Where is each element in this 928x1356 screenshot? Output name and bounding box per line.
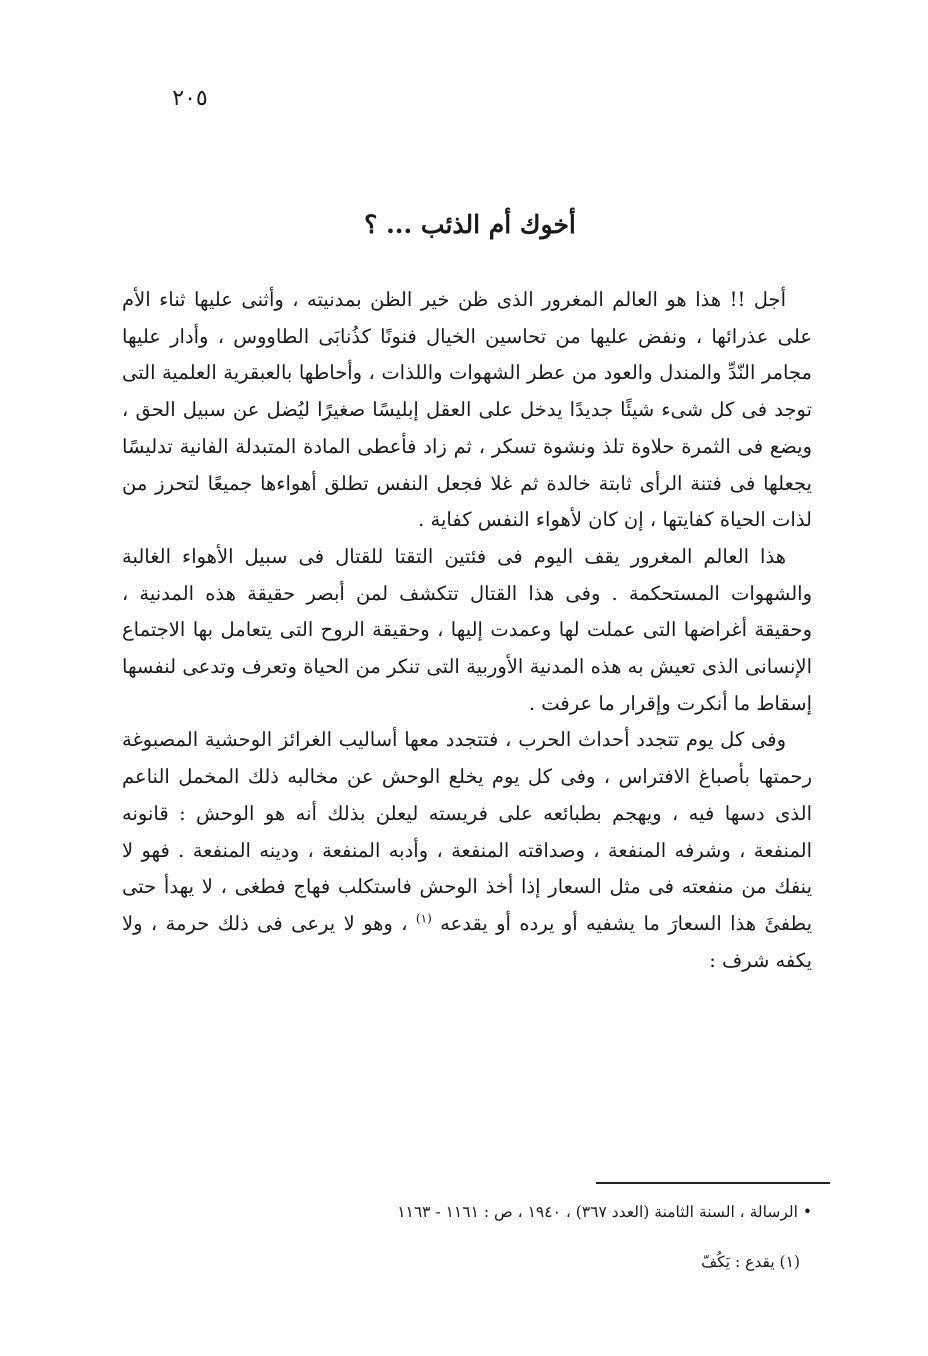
footnote-divider (596, 1182, 830, 1184)
paragraph-3-tail: ، وهو لا يرعى فى ذلك حرمة ، ولا يكفه شرف : (122, 911, 812, 972)
source-note: • الرسالة ، السنة الثامنة (العدد ٣٦٧) ، ١٩٤٠ ، ص : ١١٦١ - ١١٦٣ (397, 1203, 812, 1221)
footnote-reference: (١) (415, 911, 432, 926)
paragraph-2: هذا العالم المغرور يقف اليوم فى فئتين التقتا للقتال فى سبيل الأهواء الغالبة والشهوات المستحكمة . وفى هذا القتال تتكشف لمن أبصر حقيقة هذه المدنية ، وحقيقة أغراضها التى عملت لها وعمدت إليها ، وحقيقة الروح التى يتعامل بها الاجتماع الإنسانى الذى تعيش به هذه المدنية الأوربية التى تنكر من الحياة وتعرف وتدعى لنفسها إسقاط ما أنكرت وإقرار ما عرفت . (122, 544, 812, 715)
footnote-1: (١) يقدع : يَكُفّ (701, 1253, 800, 1271)
paragraph-1: أجل !! هذا هو العالم المغرور الذى ظن خير الظن بمدنيته ، وأثنى عليها ثناء الأم على عذرائها ، ونفض عليها من تحاسين الخيال فنونًا كذُنابَى الطاووس ، وأدار عليها مجامر النّدِّ والمندل والعود من عطر الشهوات واللذات ، وأحاطها بالعبقرية العلمية التى توجد فى كل شىء شيئًا جديدًا يدخل على العقل إبليسًا صغيرًا ليُضل عن سبيل الحق ، ويضع فى الثمرة حلاوة تلذ ونشوة تسكر ، ثم زاد فأعطى المادة المتبدلة الفانية تدليسًا يجعلها فى فتنة الرأى ثابتة خالدة ثم غلا فجعل النفس تطلق أهواءها جميعًا لتحرز من لذات الحياة كفايتها ، إن كان لأهواء النفس كفاية . (122, 288, 812, 532)
page-number: ٢٠٥ (172, 86, 208, 111)
footnotes (200, 1200, 812, 1274)
paragraph-3-text: وفى كل يوم تتجدد أحداث الحرب ، فتتجدد معها أساليب الغرائز الوحشية المصبوغة رحمتها بأصباغ الافتراس ، وفى كل يوم يخلع الوحش عن مخالبه ذلك المخمل الناعم الذى دسها فيه ، ويهجم بطبائعه على فريسته ليعلن بذلك أنه هو الوحش : قانونه المنفعة ، وشرفه المنفعة ، وصداقته المنفعة ، وأدبه المنفعة ، ودينه المنفعة . فهو لا ينفك من منفعته فى مثل السعار إذا أخذ الوحش فاستكلب فهاج فطغى ، لا يهدأ حتى يطفئَ هذا السعارَ ما يشفيه أو يرده أو يقدعه (122, 728, 813, 935)
paragraph-3 (122, 722, 812, 979)
article-body (122, 282, 812, 979)
article-title: أخوك أم الذئب ... ؟ (364, 210, 576, 239)
